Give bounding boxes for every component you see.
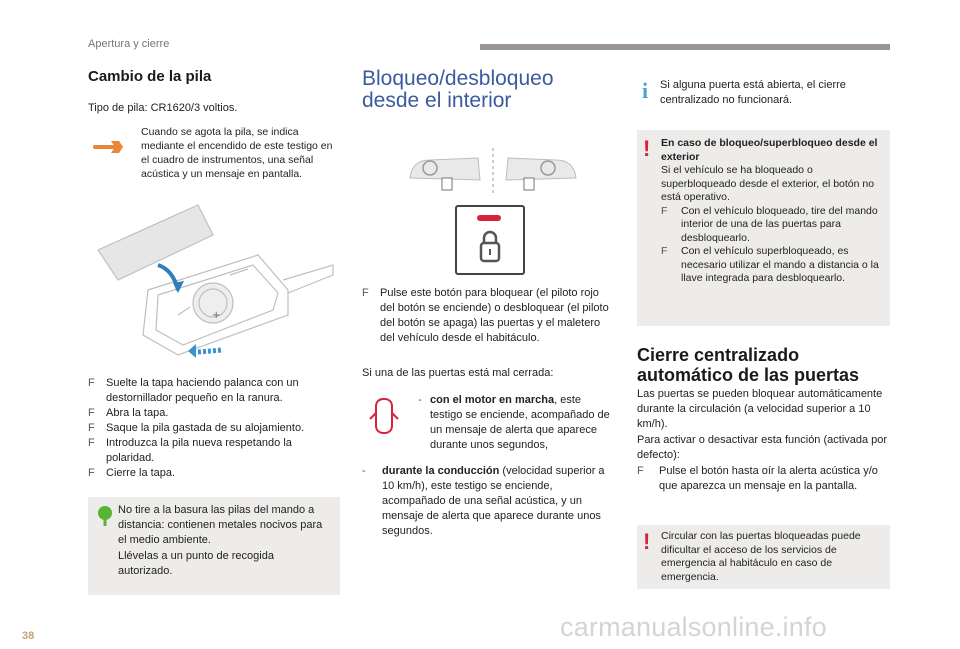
svg-text:+: + [212,310,221,321]
list-item: F Introduzca la pila nueva respetando la polaridad. [88,437,292,464]
header-bar [480,44,890,50]
eco-note-box [88,497,340,595]
warning-content [661,137,883,286]
dashboard-illustration [408,148,578,201]
list-item: F Suelte la tapa haciendo palanca con un destornillador pequeño en la ranura. [88,377,299,404]
caution-text: Circular con las puertas bloqueadas puede dificultar el acceso de los servicios de emergencia al habitáculo en caso de emergencia. [661,530,861,583]
activate-text: Para activar o desactivar esta función (activada por defecto): [637,434,888,461]
eco-note-text-2: Llévelas a un punto de recogida autorizado. [118,550,274,577]
lock-button-large [455,205,525,275]
engine-running-item: - con el motor en marcha, este testigo se enciende, acompañado de un mensaje de alerta que aparece durante unos segundos, [418,394,610,451]
battery-title: Cambio de la pila [88,68,212,85]
battery-steps [88,376,338,481]
list-item: F Saque la pila gastada de su alojamiento. [88,422,305,434]
driving-item: - durante la conducción (velocidad superior a 10 km/h), este testigo se enciende, acompañado de una señal acústica, y un mensaje de alerta que aparece durante unos segundos. [362,465,605,537]
eco-tree-icon [96,505,114,532]
eco-note-text: No tire a la basura las pilas del mando a distancia: contienen metales nocivos para el medio ambiente. [118,504,323,546]
lock-title: Bloqueo/desbloqueo desde el interior [362,67,554,112]
battery-warning-text: Cuando se agota la pila, se indica mediante el encendido de este testigo en el cuadro de instrumentos, una señal acústica y un mensaje en pantalla. [141,126,333,180]
warning-title: En caso de bloqueo/superbloqueo desde el exterior [661,137,878,163]
list-item: F Abra la tapa. [88,407,169,419]
press-button-item: F Pulse este botón para bloquear (el piloto rojo del botón se enciende) o desbloquear (el piloto del botón se apaga) las puertas y el maletero del vehículo desde el habitáculo. [362,287,609,344]
red-led-indicator [477,215,501,221]
info-icon: i [642,78,649,103]
list-item: F Cierre la tapa. [88,467,176,479]
central-lock-title: Cierre centralizado automático de las puertas [637,345,860,385]
battery-type: Tipo de pila: CR1620/3 voltios. [88,102,238,114]
warning-icon: ! [643,136,651,161]
page-number: 38 [22,630,35,642]
padlock-icon [479,229,501,268]
door-open-intro: Si una de las puertas está mal cerrada: [362,367,554,379]
list-item: F Con el vehículo bloqueado, tire del mando interior de una de las puertas para desbloquearlo. [661,204,878,244]
activate-step: F Pulse el botón hasta oír la alerta acústica y/o que aparezca un mensaje en la pantalla. [637,465,878,492]
wrench-warning-icon [93,138,125,161]
list-item: F Con el vehículo superbloqueado, es necesario utilizar el mando a distancia o la llave integrada para desbloquearlo. [661,245,879,284]
watermark: carmanualsonline.info [560,612,827,642]
open-door-warning-icon [368,397,400,440]
auto-lock-text: Las puertas se pueden bloquear automáticamente durante la circulación (a velocidad superior a 10 km/h). [637,388,883,430]
warning-intro: Si el vehículo se ha bloqueado o superbloqueado desde el exterior, el botón no está operativo. [661,164,875,203]
info-text: Si alguna puerta está abierta, el cierre centralizado no funcionará. [660,79,846,106]
caution-box [637,525,890,589]
warning-icon: ! [643,529,651,554]
exterior-lock-warning-box [637,130,890,326]
key-fob-illustration [88,195,338,375]
section-header: Apertura y cierre [88,38,170,50]
